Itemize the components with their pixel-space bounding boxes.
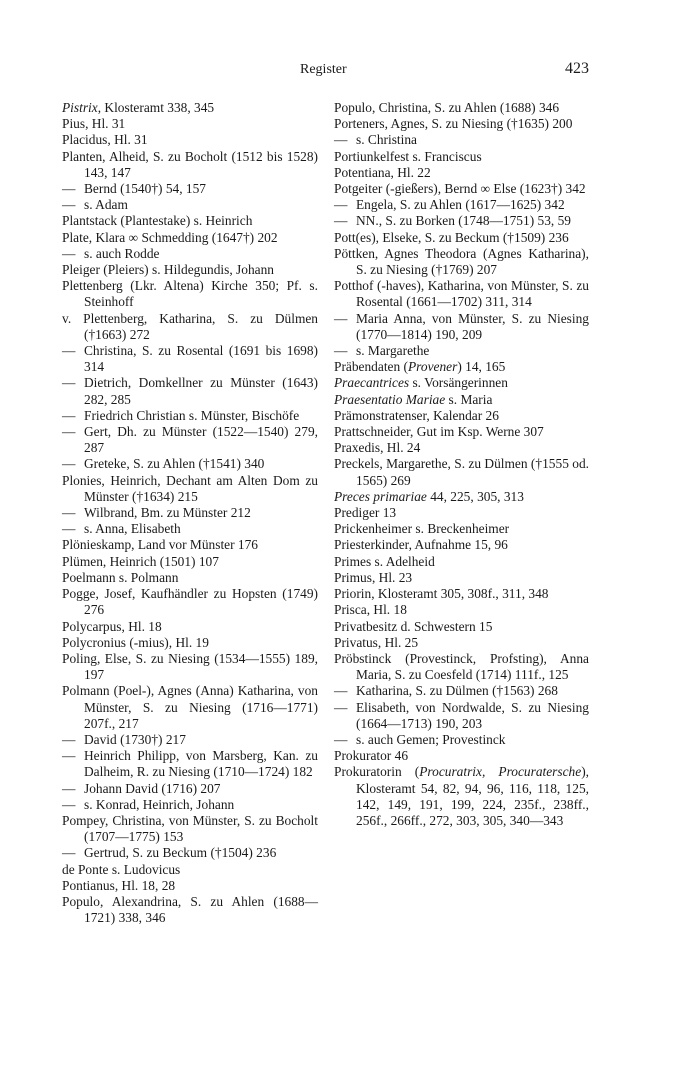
subentry-dash: — xyxy=(334,132,348,148)
index-entry xyxy=(334,278,589,310)
index-subentry xyxy=(62,343,318,375)
entry-text: Bernd (1540†) 54, 157 xyxy=(84,181,206,197)
entry-text: David (1730†) 217 xyxy=(84,731,186,747)
index-entry xyxy=(62,278,318,310)
subentry-dash: — xyxy=(62,197,76,213)
entry-text: Plümen, Heinrich (1501) 107 xyxy=(62,553,219,569)
entry-text: Dietrich, Domkellner zu Münster (1643) 282, 285 xyxy=(84,375,318,407)
subentry-dash: — xyxy=(62,731,76,747)
index-entry xyxy=(62,586,318,618)
entry-text: Prattschneider, Gut im Ksp. Werne 307 xyxy=(334,424,544,440)
entry-text: de Ponte s. Ludovicus xyxy=(62,861,181,877)
entry-text: Heinrich Philipp, von Marsberg, Kan. zu Dalheim, R. zu Niesing (1710—1724) 182 xyxy=(84,748,318,780)
entry-text: Poling, Else, S. zu Niesing (1534—1555) 189, 197 xyxy=(62,650,318,683)
entry-text: Prokurator 46 xyxy=(334,748,409,764)
index-subentry xyxy=(62,197,318,213)
index-subentry xyxy=(334,732,589,748)
subentry-dash: — xyxy=(62,845,76,861)
entry-text: Primus, Hl. 23 xyxy=(334,569,413,585)
entry-text: Preckels, Margarethe, S. zu Dülmen (†1555 od. 1565) 269 xyxy=(334,456,589,488)
entry-text: Priesterkinder, Aufnahme 15, 96 xyxy=(334,537,508,553)
subentry-dash: — xyxy=(62,245,76,261)
index-subentry xyxy=(62,521,318,537)
index-entry xyxy=(334,748,589,764)
index-entry xyxy=(62,132,318,148)
subentry-dash: — xyxy=(62,796,76,812)
index-entry xyxy=(334,359,589,375)
subentry-dash: — xyxy=(62,456,76,472)
italic-term: Preces primariae xyxy=(334,488,427,504)
entry-text: Populo, Christina, S. zu Ahlen (1688) 346 xyxy=(334,100,560,115)
entry-text: Potthof (-haves), Katharina, von Münster, S. zu Rosental (1661—1702) 311, 314 xyxy=(334,278,589,310)
entry-text: Prickenheimer s. Breckenheimer xyxy=(334,521,510,537)
index-entry xyxy=(334,619,589,635)
entry-text: Primes s. Adelheid xyxy=(334,553,435,569)
index-subentry xyxy=(334,343,589,359)
page-header xyxy=(0,62,700,82)
index-entry xyxy=(334,165,589,181)
index-entry xyxy=(334,230,589,246)
subentry-dash: — xyxy=(62,748,76,764)
entry-text: Priorin, Klosteramt 305, 308f., 311, 348 xyxy=(334,586,549,602)
entry-text: Plate, Klara ∞ Schmedding (1647†) 202 xyxy=(62,229,278,245)
entry-text: Greteke, S. zu Ahlen (†1541) 340 xyxy=(84,456,265,472)
entry-text: Engela, S. zu Ahlen (1617—1625) 342 xyxy=(356,197,565,213)
entry-text: Potentiana, Hl. 22 xyxy=(334,164,431,180)
index-entry xyxy=(62,116,318,132)
subentry-dash: — xyxy=(62,181,76,197)
index-subentry xyxy=(62,456,318,472)
entry-text: Christina, S. zu Rosental (1691 bis 1698) 314 xyxy=(84,343,318,375)
entry-text: ), Klosteramt 54, 82, 94, 96, 116, 118, 125, 142, 149, 191, 199, 224, 235f., 238ff., 256f., 266ff., 272, 303, 305, 340—343 xyxy=(356,764,589,828)
index-entry xyxy=(334,586,589,602)
index-entry xyxy=(62,619,318,635)
entry-text: Planten, Alheid, S. zu Bocholt (1512 bis 1528) 143, 147 xyxy=(62,148,318,180)
entry-text: Elisabeth, von Nordwalde, S. zu Niesing (1664—1713) 190, 203 xyxy=(356,699,589,731)
index-entry xyxy=(334,116,589,132)
index-entry xyxy=(334,440,589,456)
entry-text: Plönieskamp, Land vor Münster 176 xyxy=(62,537,259,553)
index-subentry xyxy=(334,213,589,229)
index-entry xyxy=(62,894,318,926)
index-entry xyxy=(334,554,589,570)
entry-text: Porteners, Agnes, S. zu Niesing (†1635) 200 xyxy=(334,116,573,132)
subentry-dash: — xyxy=(334,731,348,747)
index-entry xyxy=(334,521,589,537)
index-entry xyxy=(62,554,318,570)
italic-term: Praecantrices xyxy=(334,375,410,391)
index-subentry xyxy=(62,424,318,456)
subentry-dash: — xyxy=(334,699,348,715)
entry-text: Pöttken, Agnes Theodora (Agnes Katharina), S. zu Niesing (†1769) 207 xyxy=(334,245,589,278)
entry-text: Pröbstinck (Provestinck, Profsting), Anna Maria, S. zu Coesfeld (1714) 111f., 125 xyxy=(334,650,589,683)
index-entry xyxy=(62,262,318,278)
entry-text: Pogge, Josef, Kaufhändler zu Hopsten (1749) 276 xyxy=(62,586,318,618)
index-entry xyxy=(62,683,318,732)
entry-text: Prisca, Hl. 18 xyxy=(334,602,407,618)
entry-text: Populo, Alexandrina, S. zu Ahlen (1688—1721) 338, 346 xyxy=(62,893,318,926)
italic-term: Provener xyxy=(408,359,458,375)
entry-text: NN., S. zu Borken (1748—1751) 53, 59 xyxy=(356,213,571,229)
index-subentry xyxy=(62,505,318,521)
entry-text: Placidus, Hl. 31 xyxy=(62,132,148,148)
entry-text: Plantstack (Plantestake) s. Heinrich xyxy=(62,213,253,229)
entry-text: Portiunkelfest s. Franciscus xyxy=(334,148,482,164)
entry-text: Potgeiter (-gießers), Bernd ∞ Else (1623†) 342 xyxy=(334,181,586,197)
entry-text: Pius, Hl. 31 xyxy=(62,116,126,132)
index-entry xyxy=(334,375,589,391)
index-entry xyxy=(334,651,589,683)
entry-text: Polmann (Poel-), Agnes (Anna) Katharina, von Münster, S. zu Niesing (1716—1771) 207f., 217 xyxy=(62,683,318,731)
index-entry xyxy=(62,213,318,229)
entry-text: Plonies, Heinrich, Dechant am Alten Dom zu Münster (†1634) 215 xyxy=(62,472,318,504)
index-entry xyxy=(334,456,589,488)
subentry-dash: — xyxy=(334,683,348,699)
index-subentry xyxy=(62,781,318,797)
index-subentry xyxy=(62,797,318,813)
entry-text: Polycarpus, Hl. 18 xyxy=(62,618,162,634)
entry-text: Pleiger (Pleiers) s. Hildegundis, Johann xyxy=(62,262,274,278)
index-entry xyxy=(62,473,318,505)
index-subentry xyxy=(62,845,318,861)
index-entry xyxy=(334,408,589,424)
index-entry xyxy=(334,246,589,278)
entry-text: Prediger 13 xyxy=(334,505,397,521)
entry-text: s. Konrad, Heinrich, Johann xyxy=(84,796,235,812)
index-entry xyxy=(334,181,589,197)
entry-text: Wilbrand, Bm. zu Münster 212 xyxy=(84,505,251,521)
subentry-dash: — xyxy=(62,375,76,391)
index-subentry xyxy=(62,732,318,748)
italic-term: Pistrix xyxy=(62,100,98,115)
entry-text: Privatbesitz d. Schwestern 15 xyxy=(334,618,493,634)
index-entry xyxy=(62,651,318,683)
index-subentry xyxy=(334,311,589,343)
italic-term: Procuratrix, Procuratersche xyxy=(419,764,582,780)
entry-text: ) 14, 165 xyxy=(457,359,506,375)
index-subentry xyxy=(62,408,318,424)
entry-text: Maria Anna, von Münster, S. zu Niesing (1770—1814) 190, 209 xyxy=(356,310,589,342)
index-subentry xyxy=(62,748,318,780)
subentry-dash: — xyxy=(62,343,76,359)
entry-text: Praxedis, Hl. 24 xyxy=(334,440,421,456)
entry-text: Pott(es), Elseke, S. zu Beckum (†1509) 236 xyxy=(334,229,569,245)
index-entry xyxy=(334,392,589,408)
entry-text: Privatus, Hl. 25 xyxy=(334,634,419,650)
index-entry xyxy=(62,570,318,586)
entry-text: s. Maria xyxy=(445,391,493,407)
index-entry xyxy=(334,424,589,440)
entry-text: Friedrich Christian s. Münster, Bischöfe xyxy=(84,407,300,423)
entry-text: Plettenberg (Lkr. Altena) Kirche 350; Pf. s. Steinhoff xyxy=(62,278,318,310)
index-entry xyxy=(62,813,318,845)
entry-text: 44, 225, 305, 313 xyxy=(426,488,524,504)
index-subentry xyxy=(62,375,318,407)
subentry-dash: — xyxy=(334,197,348,213)
entry-text: Prämonstratenser, Kalendar 26 xyxy=(334,407,499,423)
left-column xyxy=(62,100,318,926)
index-entry xyxy=(334,149,589,165)
running-title: Register xyxy=(300,62,347,77)
subentry-dash: — xyxy=(62,407,76,423)
entry-text: Präbendaten ( xyxy=(334,359,408,375)
entry-text: Katharina, S. zu Dülmen (†1563) 268 xyxy=(356,683,558,699)
subentry-dash: — xyxy=(62,424,76,440)
page-number: 423 xyxy=(565,60,589,77)
entry-text: Gertrud, S. zu Beckum (†1504) 236 xyxy=(84,845,277,861)
entry-text: v. Plettenberg, Katharina, S. zu Dülmen (†1663) 272 xyxy=(62,310,318,342)
index-entry xyxy=(62,878,318,894)
index-entry xyxy=(334,505,589,521)
right-column xyxy=(334,100,589,829)
index-entry xyxy=(334,764,589,829)
entry-text: Gert, Dh. zu Münster (1522—1540) 279, 287 xyxy=(84,424,318,456)
entry-text: , Klosteramt 338, 345 xyxy=(97,100,215,115)
entry-text: s. Margarethe xyxy=(356,343,430,359)
index-entry xyxy=(62,537,318,553)
index-entry xyxy=(62,100,318,116)
index-entry xyxy=(334,100,589,116)
index-entry xyxy=(62,311,318,343)
entry-text: s. Anna, Elisabeth xyxy=(84,521,181,537)
index-entry xyxy=(62,635,318,651)
index-subentry xyxy=(334,683,589,699)
index-subentry xyxy=(62,246,318,262)
entry-text: Pontianus, Hl. 18, 28 xyxy=(62,877,176,893)
index-subentry xyxy=(334,197,589,213)
subentry-dash: — xyxy=(334,343,348,359)
index-subentry xyxy=(62,181,318,197)
index-entry xyxy=(334,537,589,553)
index-entry xyxy=(62,230,318,246)
subentry-dash: — xyxy=(62,780,76,796)
index-entry xyxy=(334,602,589,618)
entry-text: s. Christina xyxy=(356,132,418,148)
index-entry xyxy=(334,635,589,651)
index-subentry xyxy=(334,132,589,148)
entry-text: s. auch Gemen; Provestinck xyxy=(356,731,506,747)
entry-text: s. Adam xyxy=(84,197,128,213)
entry-text: Pompey, Christina, von Münster, S. zu Bocholt (1707—1775) 153 xyxy=(62,812,318,845)
index-entry xyxy=(334,489,589,505)
entry-text: s. Vorsängerinnen xyxy=(409,375,508,391)
subentry-dash: — xyxy=(62,521,76,537)
entry-text: Poelmann s. Polmann xyxy=(62,569,179,585)
index-entry xyxy=(62,149,318,181)
subentry-dash: — xyxy=(334,310,348,326)
italic-term: Praesentatio Mariae xyxy=(334,391,446,407)
entry-text: Prokuratorin ( xyxy=(334,764,420,780)
index-entry xyxy=(334,570,589,586)
subentry-dash: — xyxy=(334,213,348,229)
entry-text: Polycronius (-mius), Hl. 19 xyxy=(62,634,209,650)
entry-text: s. auch Rodde xyxy=(84,245,160,261)
index-subentry xyxy=(334,700,589,732)
subentry-dash: — xyxy=(62,505,76,521)
index-entry xyxy=(62,862,318,878)
entry-text: Johann David (1716) 207 xyxy=(84,780,221,796)
